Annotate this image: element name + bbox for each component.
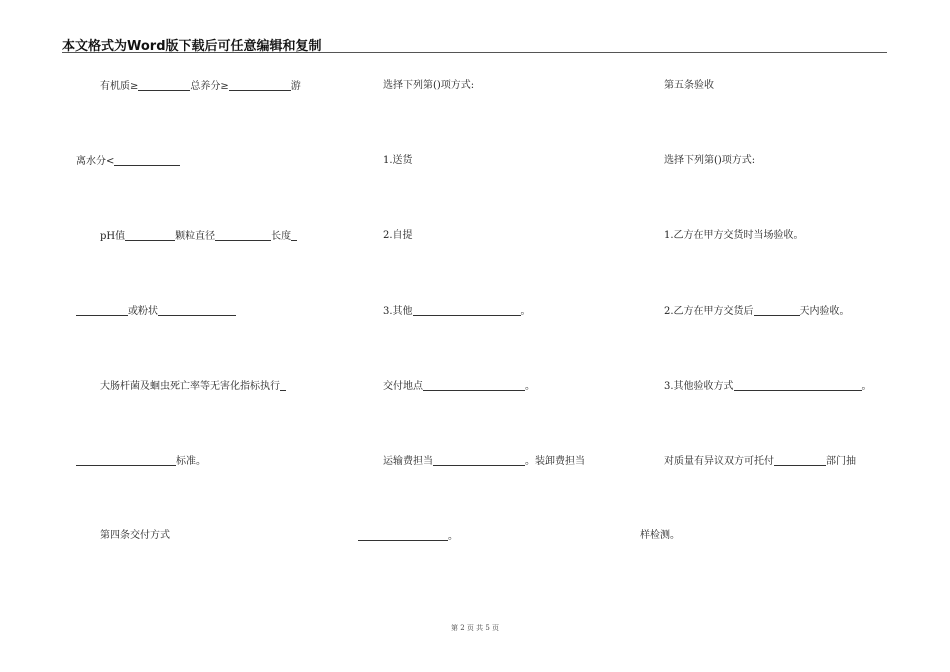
col1-line1 xyxy=(100,80,301,93)
acceptance-option-1: 1.乙方在甲方交货时当场验收。 xyxy=(664,230,804,241)
transport-fee-blank xyxy=(433,455,525,466)
delivery-location-end: 。 xyxy=(525,381,535,392)
acceptance-option-3-end: 。 xyxy=(861,381,872,392)
delivery-location-blank xyxy=(423,380,525,391)
total-nutrient-blank xyxy=(229,80,291,91)
delivery-location-label: 交付地点 xyxy=(383,381,423,392)
standard-blank-start xyxy=(280,380,286,391)
col1-line5 xyxy=(100,380,286,393)
transport-fee-label: 运输费担当 xyxy=(383,456,433,467)
option-delivery: 1.送货 xyxy=(383,155,413,166)
standard-label: 标准。 xyxy=(176,456,206,467)
free-water-label: 离水分< xyxy=(76,156,115,167)
sample-testing-text: 样检测。 xyxy=(640,530,680,541)
acceptance-option-3-label: 3.其他验收方式 xyxy=(664,381,734,392)
particle-diameter-blank xyxy=(215,230,271,241)
col1-line2 xyxy=(76,155,180,168)
length-label: 长度 xyxy=(271,231,292,242)
acceptance-days-blank xyxy=(754,305,800,316)
article-5-heading: 第五条验收 xyxy=(664,80,714,91)
length-blank xyxy=(291,230,297,241)
free-water-blank xyxy=(114,155,180,166)
inspection-dept-blank xyxy=(774,455,826,466)
standard-blank xyxy=(76,455,176,466)
page-number-footer: 第 2 页 共 5 页 xyxy=(450,624,500,632)
col2-line7 xyxy=(358,530,458,543)
col3-line5 xyxy=(664,380,872,393)
length-blank-cont xyxy=(76,305,128,316)
col2-line6 xyxy=(383,455,585,468)
handling-fee-blank xyxy=(358,530,448,541)
organic-matter-label: 有机质≥ xyxy=(100,81,139,92)
option-other-blank xyxy=(413,305,521,316)
harmless-index-label: 大肠杆菌及蛔虫死亡率等无害化指标执行 xyxy=(100,381,280,392)
free-label-start: 游 xyxy=(290,81,301,92)
ph-blank xyxy=(125,230,175,241)
handling-fee-end: 。 xyxy=(448,531,458,542)
col1-line6 xyxy=(76,455,206,468)
option-other-end: 。 xyxy=(520,306,531,317)
organic-matter-blank xyxy=(138,80,190,91)
ph-label: pH值 xyxy=(100,231,126,242)
handling-fee-label: 。装卸费担当 xyxy=(525,456,585,467)
col2-line4 xyxy=(383,305,531,318)
option-other-label: 3.其他 xyxy=(383,306,413,317)
acceptance-other-blank xyxy=(734,380,862,391)
col3-line4 xyxy=(664,305,850,318)
acceptance-option-2-label: 2.乙方在甲方交货后 xyxy=(664,306,754,317)
powder-blank xyxy=(158,305,236,316)
powder-label: 或粉状 xyxy=(128,306,158,317)
col1-line3 xyxy=(100,230,297,243)
inspection-dept-label: 部门抽 xyxy=(826,456,856,467)
col1-line4 xyxy=(76,305,236,318)
header-divider xyxy=(62,52,887,53)
quality-dispute-label: 对质量有异议双方可托付 xyxy=(664,456,774,467)
delivery-method-prompt: 选择下列第()项方式: xyxy=(383,80,475,91)
total-nutrient-label: 总养分≥ xyxy=(190,81,229,92)
document-header-title: 本文格式为Word版下载后可任意编辑和复制 xyxy=(62,39,322,54)
option-self-pickup: 2.自提 xyxy=(383,230,413,241)
acceptance-option-2-end: 天内验收。 xyxy=(799,306,850,317)
particle-diameter-label: 颗粒直径 xyxy=(175,231,216,242)
acceptance-method-prompt: 选择下列第()项方式: xyxy=(664,155,756,166)
article-4-heading: 第四条交付方式 xyxy=(100,530,170,541)
col3-line6 xyxy=(664,455,856,468)
col2-line5 xyxy=(383,380,535,393)
